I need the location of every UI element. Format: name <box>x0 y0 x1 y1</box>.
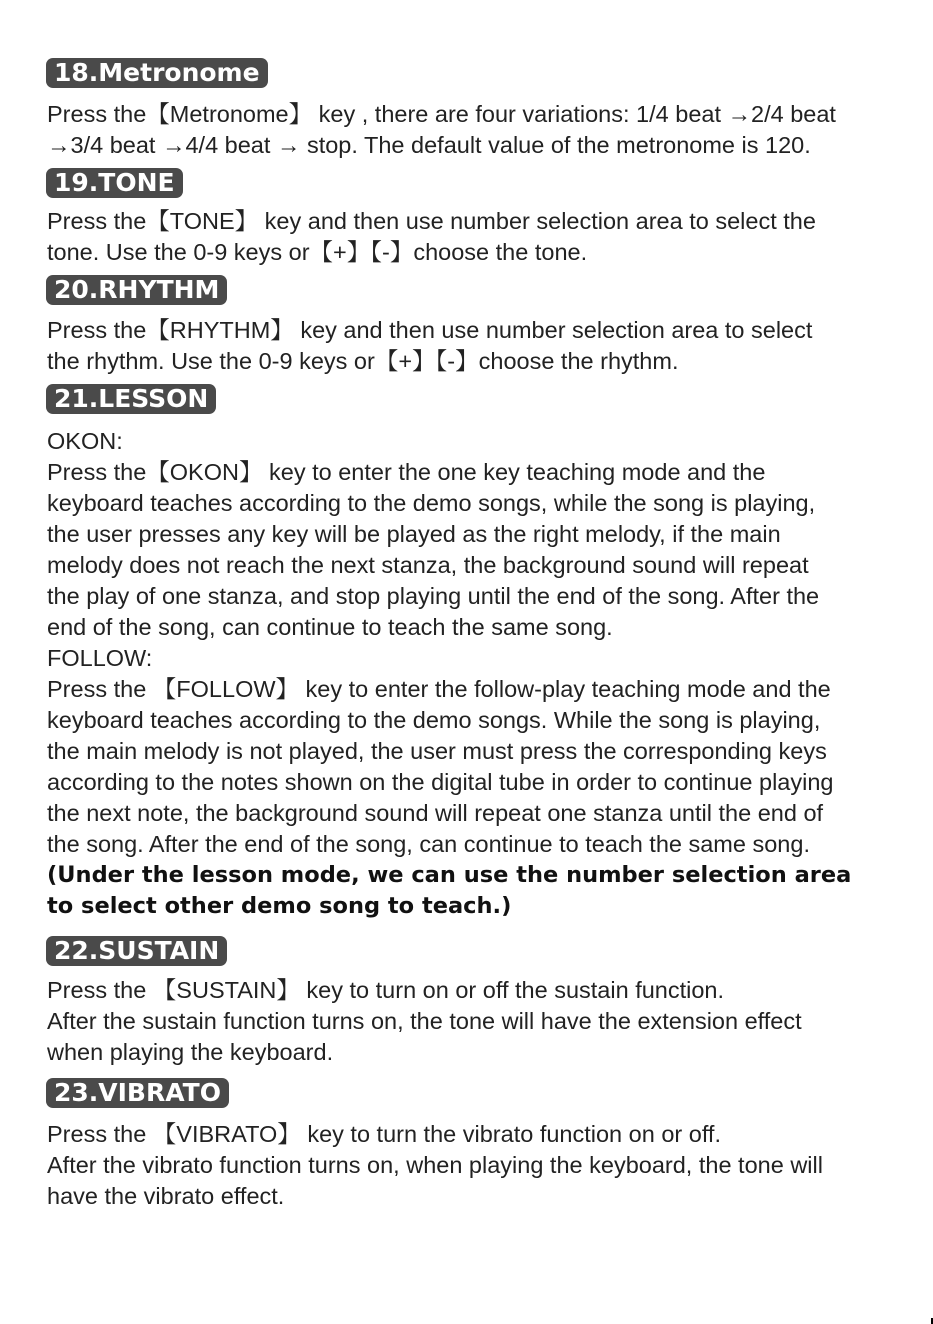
section-heading-lesson: 21.LESSON <box>46 384 216 414</box>
lesson-text-line: the play of one stanza, and stop playing until the end of the song. After the <box>47 583 820 609</box>
lesson-text-line: FOLLOW: <box>47 645 153 671</box>
tone-text-line: tone. Use the 0-9 keys or【+】【-】choose the tone. <box>47 239 588 265</box>
rhythm-text-line: Press the【RHYTHM】 key and then use number selection area to select <box>47 317 813 343</box>
lesson-text-line: the next note, the background sound will repeat one stanza until the end of <box>47 800 824 826</box>
lesson-text-line: keyboard teaches according to the demo songs, while the song is playing, <box>47 490 816 516</box>
lesson-text-line: OKON: <box>47 428 123 454</box>
lesson-text-line: Press the 【FOLLOW】 key to enter the follow-play teaching mode and the <box>47 676 831 702</box>
tone-text-line: Press the【TONE】 key and then use number selection area to select the <box>47 208 816 234</box>
sustain-text-line: when playing the keyboard. <box>47 1039 334 1065</box>
lesson-note-line: to select other demo song to teach.) <box>47 893 512 919</box>
lesson-text-line: the song. After the end of the song, can continue to teach the same song. <box>47 831 810 857</box>
section-heading-vibrato: 23.VIBRATO <box>46 1078 229 1108</box>
vibrato-text-line: After the vibrato function turns on, when playing the keyboard, the tone will <box>47 1152 823 1178</box>
lesson-text-line: melody does not reach the next stanza, the background sound will repeat <box>47 552 809 578</box>
metronome-text-line: Press the【Metronome】 key , there are four variations: 1/4 beat →2/4 beat <box>47 101 836 127</box>
lesson-text-line: keyboard teaches according to the demo songs. While the song is playing, <box>47 707 821 733</box>
section-heading-sustain: 22.SUSTAIN <box>46 936 227 966</box>
lesson-text-line: Press the【OKON】 key to enter the one key teaching mode and the <box>47 459 766 485</box>
vibrato-text-line: have the vibrato effect. <box>47 1183 285 1209</box>
sustain-text-line: After the sustain function turns on, the tone will have the extension effect <box>47 1008 802 1034</box>
metronome-text-line: →3/4 beat →4/4 beat → stop. The default value of the metronome is 120. <box>47 132 811 158</box>
lesson-text-line: end of the song, can continue to teach the same song. <box>47 614 613 640</box>
sustain-text-line: Press the 【SUSTAIN】 key to turn on or off the sustain function. <box>47 977 725 1003</box>
lesson-note-line: (Under the lesson mode, we can use the number selection area <box>47 862 852 888</box>
lesson-text-line: according to the notes shown on the digital tube in order to continue playing <box>47 769 834 795</box>
section-heading-metronome: 18.Metronome <box>46 58 268 88</box>
section-heading-tone: 19.TONE <box>46 168 183 198</box>
lesson-text-line: the user presses any key will be played as the right melody, if the main <box>47 521 781 547</box>
lesson-text-line: the main melody is not played, the user must press the corresponding keys <box>47 738 827 764</box>
section-heading-rhythm: 20.RHYTHM <box>46 275 227 305</box>
vibrato-text-line: Press the 【VIBRATO】 key to turn the vibrato function on or off. <box>47 1121 721 1147</box>
rhythm-text-line: the rhythm. Use the 0-9 keys or【+】【-】choose the rhythm. <box>47 348 679 374</box>
